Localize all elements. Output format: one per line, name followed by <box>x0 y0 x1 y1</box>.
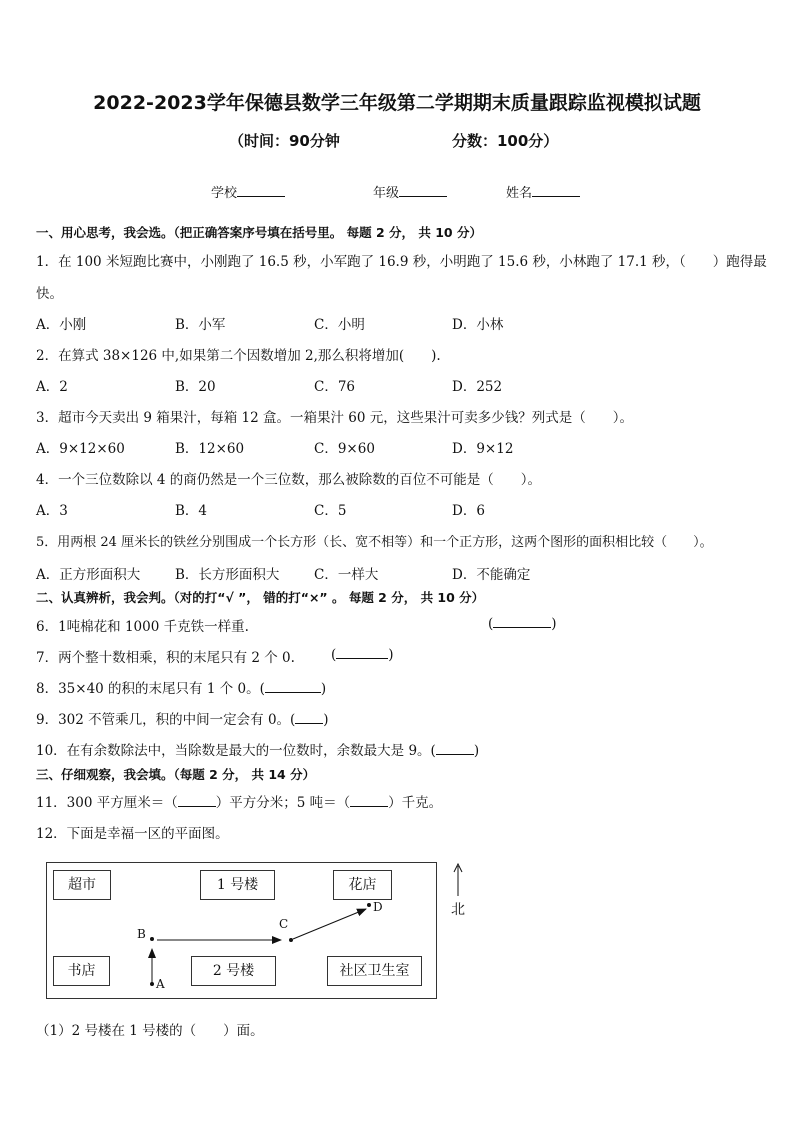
q1-option-c[interactable]: C．小明 <box>314 317 365 333</box>
name-label: 姓名 <box>506 186 533 201</box>
map-bookstore: 书店 <box>53 956 110 986</box>
question-8: 8．35×40 的积的末尾只有 1 个 0。( ) <box>36 681 327 697</box>
q5-option-a[interactable]: A．正方形面积大 <box>36 567 141 583</box>
q3-option-b[interactable]: B．12×60 <box>175 441 245 457</box>
section-1-title: 一、用心思考，我会选。（把正确答案序号填在括号里。 每题 2 分， 共 10 分） <box>36 225 482 240</box>
q7-answer-blank[interactable]: ( ) <box>331 647 394 663</box>
question-10-text: 10．在有余数除法中，当除数是最大的一位数时，余数最大是 9。( <box>36 743 436 759</box>
q4-option-c[interactable]: C．5 <box>314 503 347 519</box>
question-10: 10．在有余数除法中，当除数是最大的一位数时，余数最大是 9。( ) <box>36 743 480 759</box>
point-a-label: A <box>156 977 165 991</box>
q1-option-b[interactable]: B．小军 <box>175 317 226 333</box>
q1-option-a[interactable]: A．小刚 <box>36 317 87 333</box>
q4-option-a[interactable]: A．3 <box>36 503 68 519</box>
q5-option-d[interactable]: D．不能确定 <box>452 567 531 583</box>
school-label: 学校 <box>211 186 238 201</box>
name-blank[interactable] <box>532 184 580 197</box>
map-clinic: 社区卫生室 <box>327 956 422 986</box>
question-12: 12．下面是幸福一区的平面图。 <box>36 826 229 842</box>
q11-part-a: 11．300 平方厘米＝（ <box>36 795 178 811</box>
section-3-title: 三、仔细观察，我会填。（每题 2 分， 共 14 分） <box>36 767 316 782</box>
point-d-dot <box>367 903 371 907</box>
q5-option-c[interactable]: C．一样大 <box>314 567 379 583</box>
question-6: 6．1吨棉花和 1000 千克铁一样重. <box>36 619 249 635</box>
exam-time: （时间：90分钟 <box>229 132 340 150</box>
q6-answer-blank[interactable]: ( ) <box>488 616 557 632</box>
map-supermarket: 超市 <box>53 870 111 900</box>
question-8-text: 8．35×40 的积的末尾只有 1 个 0。( <box>36 681 265 697</box>
q10-answer-blank[interactable] <box>436 742 474 755</box>
exam-score: 分数：100分） <box>452 132 559 150</box>
q2-option-c[interactable]: C．76 <box>314 379 356 395</box>
question-5: 5．用两根 24 厘米长的铁丝分别围成一个长方形（长、宽不相等）和一个正方形，这两个图形的面积相比较（ ）。 <box>36 535 713 550</box>
q11-part-c: ）千克。 <box>388 795 443 811</box>
page-title: 2022-2023学年保德县数学三年级第二学期期末质量跟踪监视模拟试题 <box>93 92 701 114</box>
point-c-dot <box>289 938 293 942</box>
q3-option-d[interactable]: D．9×12 <box>452 441 514 457</box>
point-a-dot <box>150 982 154 986</box>
q2-option-b[interactable]: B．20 <box>175 379 216 395</box>
section-2-title: 二、认真辨析，我会判。（对的打“√ ”， 错的打“×” 。 每题 2 分， 共 10 分） <box>36 590 485 605</box>
q2-option-d[interactable]: D．252 <box>452 379 503 395</box>
question-9-text: 9．302 不管乘几，积的中间一定会有 0。( <box>36 712 296 728</box>
q4-option-d[interactable]: D．6 <box>452 503 485 519</box>
question-4: 4．一个三位数除以 4 的商仍然是一个三位数，那么被除数的百位不可能是（ ）。 <box>36 472 542 488</box>
q11-blank-1[interactable] <box>178 794 216 807</box>
north-label: 北 <box>451 902 465 918</box>
point-b-label: B <box>137 927 146 941</box>
q4-option-b[interactable]: B．4 <box>175 503 208 519</box>
grade-label: 年级 <box>373 186 400 201</box>
q2-option-a[interactable]: A．2 <box>36 379 68 395</box>
question-12-part-1: （1）2 号楼在 1 号楼的（ ）面。 <box>36 1023 264 1039</box>
question-7: 7．两个整十数相乘，积的末尾只有 2 个 0. <box>36 650 295 666</box>
path-c-to-d <box>293 909 366 939</box>
school-field[interactable] <box>211 182 285 201</box>
point-c-label: C <box>279 917 289 931</box>
question-1-line-2: 快。 <box>36 286 63 302</box>
question-11 <box>36 791 442 811</box>
map-paths <box>47 863 436 998</box>
question-9: 9．302 不管乘几，积的中间一定会有 0。( ) <box>36 712 329 728</box>
name-field[interactable] <box>506 182 580 201</box>
grade-blank[interactable] <box>399 184 447 197</box>
q9-answer-blank[interactable] <box>295 711 323 724</box>
community-map <box>46 862 437 999</box>
q3-option-c[interactable]: C．9×60 <box>314 441 375 457</box>
q1-option-d[interactable]: D．小林 <box>452 317 504 333</box>
point-b-dot <box>150 937 154 941</box>
map-flower-shop: 花店 <box>333 870 392 900</box>
q3-option-a[interactable]: A．9×12×60 <box>36 441 125 457</box>
question-3: 3．超市今天卖出 9 箱果汁，每箱 12 盒。一箱果汁 60 元，这些果汁可卖多少钱？列式是（ ）。 <box>36 410 634 426</box>
north-arrow-icon <box>451 862 465 898</box>
grade-field[interactable] <box>373 182 447 201</box>
q11-part-b: ）平方分米；5 吨＝（ <box>215 795 351 811</box>
q5-option-b[interactable]: B．长方形面积大 <box>175 567 280 583</box>
school-blank[interactable] <box>237 184 285 197</box>
map-building-1: 1 号楼 <box>200 870 275 900</box>
question-2: 2．在算式 38×126 中,如果第二个因数增加 2,那么积将增加( ). <box>36 348 441 364</box>
q8-answer-blank[interactable] <box>265 680 321 693</box>
map-building-2: 2 号楼 <box>191 956 276 986</box>
question-1-line-1: 1．在 100 米短跑比赛中，小刚跑了 16.5 秒，小军跑了 16.9 秒，小明跑了 15.6 秒，小林跑了 17.1 秒，（ ）跑得最 <box>36 254 767 270</box>
q11-blank-2[interactable] <box>350 794 388 807</box>
point-d-label: D <box>373 900 383 914</box>
